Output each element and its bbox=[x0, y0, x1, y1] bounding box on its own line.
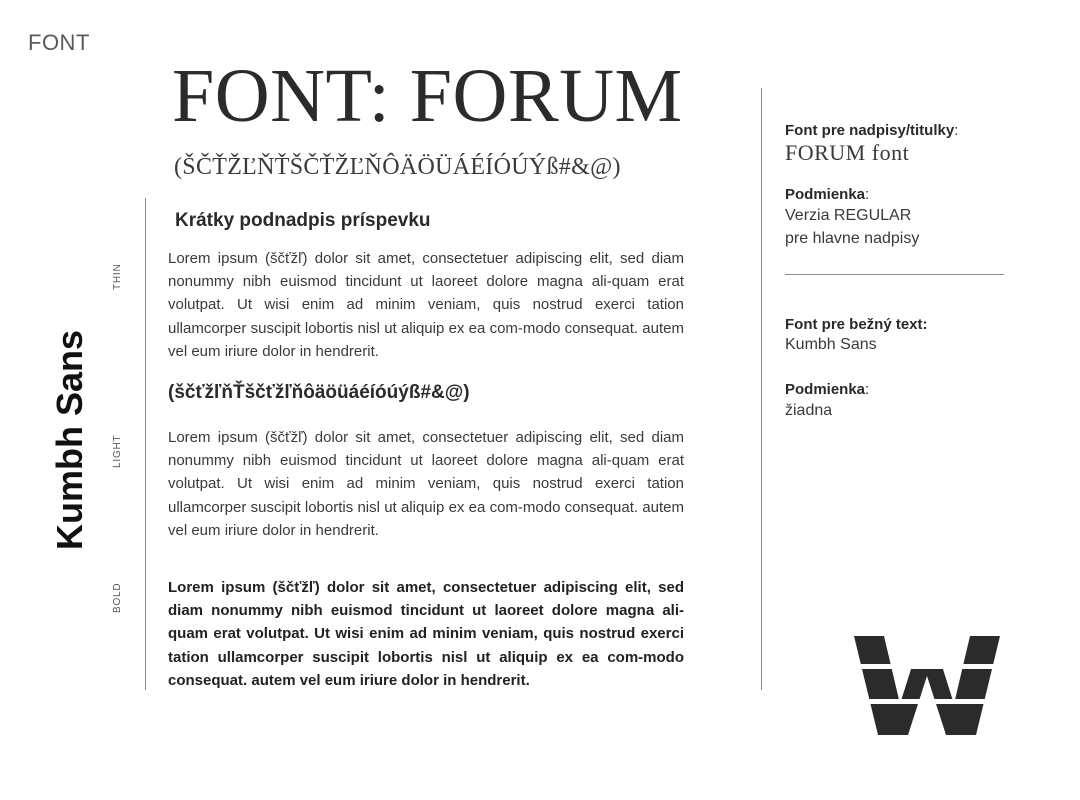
corner-label: FONT bbox=[28, 30, 90, 55]
weight-label-light: LIGHT bbox=[112, 434, 123, 468]
sidebar-divider bbox=[785, 274, 1004, 275]
sample-subheading: Krátky podnadpis príspevku bbox=[175, 210, 431, 231]
body-condition-suffix: : bbox=[865, 381, 870, 398]
left-divider bbox=[145, 198, 146, 690]
heading-condition-line2: pre hlavne nadpisy bbox=[785, 230, 920, 247]
body-condition-label: Podmienka bbox=[785, 381, 866, 398]
heading-condition-suffix: : bbox=[865, 186, 870, 203]
body-font-value: Kumbh Sans bbox=[785, 336, 877, 353]
paragraph-bold: Lorem ipsum (ščťžľ) dolor sit amet, consectetuer adipiscing elit, sed diam nonummy nibh euismod tincidunt ut laoreet dolore magna ali-quam erat volutpat. Ut wisi enim ad minim veniam, quis nostrud exerci tation ullamcorper suscipit lobortis nisl ut aliquip ex ea com-modo consequat. autem vel eum iriure dolor in hendrerit. bbox=[168, 579, 684, 689]
font-family-label: Kumbh Sans bbox=[49, 329, 90, 551]
right-divider bbox=[761, 88, 762, 690]
body-font-block bbox=[785, 316, 1025, 422]
heading-font-label: Font pre nadpisy/titulky bbox=[785, 122, 955, 139]
heading-font-value: FORUM font bbox=[785, 140, 910, 165]
weight-label-bold: BOLD bbox=[112, 582, 123, 613]
heading-font-label-suffix: : bbox=[954, 122, 959, 139]
heading-condition-line1: Verzia REGULAR bbox=[785, 207, 912, 224]
page-title: FONT: FORUM bbox=[172, 54, 683, 138]
heading-condition-label: Podmienka bbox=[785, 186, 866, 203]
family-label-wrap bbox=[40, 330, 100, 550]
serif-glyph-sample: (ŠČŤŽĽŇŤŠČŤŽĽŇÔÄÖÜÁÉÍÓÚÝß#&@) bbox=[174, 154, 621, 180]
weight-label-thin: THIN bbox=[112, 263, 123, 290]
body-condition-value: žiadna bbox=[785, 402, 833, 419]
paragraph-light: Lorem ipsum (ščťžľ) dolor sit amet, consectetuer adipiscing elit, sed diam nonummy nibh euismod tincidunt ut laoreet dolore magna ali-quam erat volutpat. Ut wisi enim ad minim veniam, quis nostrud exerci tation ullamcorper suscipit lobortis nisl ut aliquip ex ea com-modo consequat. autem vel eum iriure dolor in hendrerit. bbox=[168, 429, 684, 539]
sans-glyph-sample: (ščťžľňŤščťžľňôäöüáéíóúýß#&@) bbox=[168, 382, 470, 403]
paragraph-thin: Lorem ipsum (ščťžľ) dolor sit amet, consectetuer adipiscing elit, sed diam nonummy nibh euismod tincidunt ut laoreet dolore magna ali-quam erat volutpat. Ut wisi enim ad minim veniam, quis nostrud exerci tation ullamcorper suscipit lobortis nisl ut aliquip ex ea com-modo consequat. autem vel eum iriure dolor in hendrerit. bbox=[168, 250, 684, 360]
w-logo-icon bbox=[854, 636, 1000, 735]
w-logo-shape bbox=[854, 636, 1000, 735]
body-font-label: Font pre bežný text: bbox=[785, 316, 928, 333]
heading-font-block bbox=[785, 122, 1025, 250]
